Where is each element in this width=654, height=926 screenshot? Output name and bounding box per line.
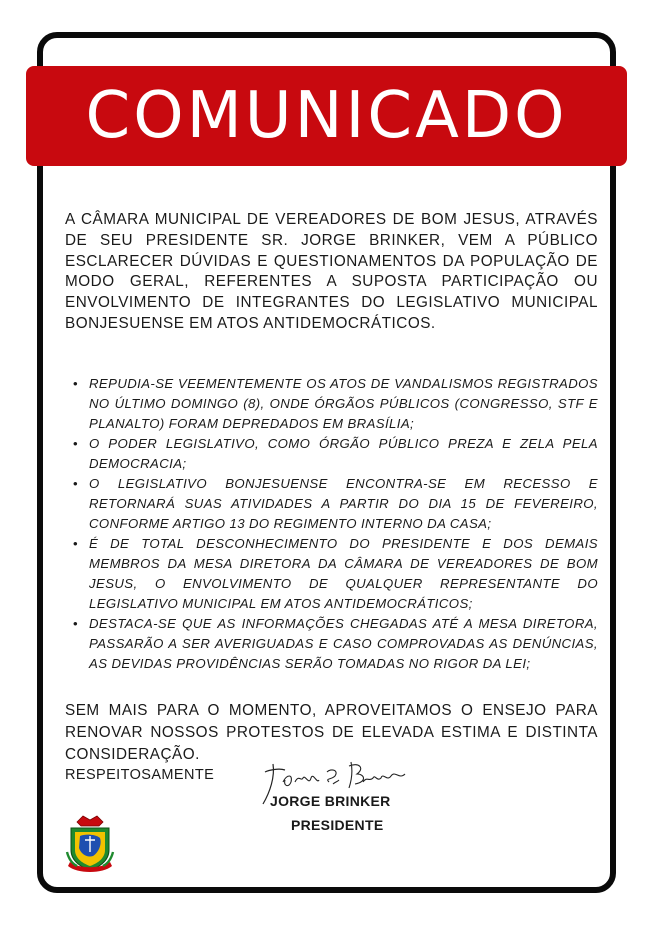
list-item-text: REPUDIA-SE VEEMENTEMENTE OS ATOS DE VANDALISMOS REGISTRADOS NO ÚLTIMO DOMINGO (8), ONDE ÓRGÃOS PÚBLICOS (CONGRESSO, STF E PLANALTO) FORAM DEPREDADOS EM BRASÍLIA; bbox=[89, 376, 598, 431]
bullet-icon: • bbox=[73, 376, 79, 391]
page-title: COMUNICADO bbox=[85, 79, 568, 153]
intro-paragraph: A CÂMARA MUNICIPAL DE VEREADORES DE BOM JESUS, ATRAVÉS DE SEU PRESIDENTE SR. JORGE BRINKER, VEM A PÚBLICO ESCLARECER DÚVIDAS E QUESTIONAMENTOS DA POPULAÇÃO DE MODO GERAL, REFERENTES A SUPOSTA PARTICIPAÇÃO OU ENVOLVIMENTO DE INTEGRANTES DO LEGISLATIVO MUNICIPAL BONJESUENSE EM ATOS ANTIDEMOCRÁTICOS. bbox=[65, 211, 598, 332]
list-item-text: O PODER LEGISLATIVO, COMO ÓRGÃO PÚBLICO PREZA E ZELA PELA DEMOCRACIA; bbox=[89, 436, 598, 471]
bullet-icon: • bbox=[73, 616, 79, 631]
bullet-icon: • bbox=[73, 436, 79, 451]
list-item-text: É DE TOTAL DESCONHECIMENTO DO PRESIDENTE E DOS DEMAIS MEMBROS DA MESA DIRETORA DA CÂMARA DE VEREADORES DE BOM JESUS, O ENVOLVIMENTO DE QUALQUER REPRESENTANTE DO LEGISLATIVO MUNICIPAL EM ATOS ANTIDEMOCRÁTICOS; bbox=[89, 536, 598, 611]
bullet-icon: • bbox=[73, 476, 79, 491]
list-item bbox=[65, 474, 598, 534]
closing-paragraph: SEM MAIS PARA O MOMENTO, APROVEITAMOS O ENSEJO PARA RENOVAR NOSSOS PROTESTOS DE ELEVADA ESTIMA E DISTINTA CONSIDERAÇÃO. bbox=[65, 702, 598, 763]
list-item-text: DESTACA-SE QUE AS INFORMAÇÕES CHEGADAS ATÉ A MESA DIRETORA, PASSARÃO A SER AVERIGUADAS E CASO COMPROVADAS AS DENÚNCIAS, AS DEVIDAS PROVIDÊNCIAS SERÃO TOMADAS NO RIGOR DA LEI; bbox=[89, 616, 598, 671]
list-item bbox=[65, 434, 598, 474]
bullet-icon: • bbox=[73, 536, 79, 551]
signer-name: JORGE BRINKER bbox=[270, 793, 391, 809]
list-item bbox=[65, 614, 598, 674]
list-item bbox=[65, 534, 598, 614]
statement-list bbox=[65, 374, 598, 674]
regards-text: RESPEITOSAMENTE bbox=[65, 767, 215, 783]
title-banner bbox=[26, 66, 627, 166]
signer-role: PRESIDENTE bbox=[291, 817, 384, 833]
list-item bbox=[65, 374, 598, 434]
municipal-coat-of-arms-icon bbox=[65, 812, 115, 876]
list-item-text: O LEGISLATIVO BONJESUENSE ENCONTRA-SE EM RECESSO E RETORNARÁ SUAS ATIVIDADES A PARTIR DO DIA 15 DE FEVEREIRO, CONFORME ARTIGO 13 DO REGIMENTO INTERNO DA CASA; bbox=[89, 476, 598, 531]
